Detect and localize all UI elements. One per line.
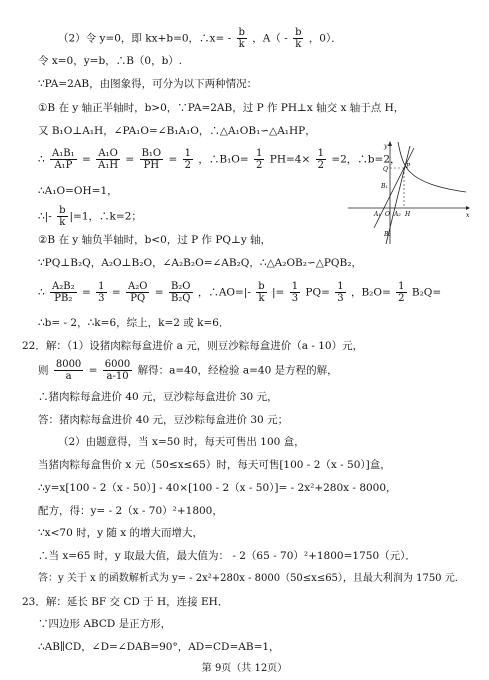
frac-num: 1 — [184, 148, 192, 159]
text-line: ∴猪肉粽每盒进价 40 元，豆沙粽每盒进价 30 元， — [38, 391, 278, 403]
fraction — [396, 281, 406, 304]
fraction — [256, 281, 266, 304]
frac-num: 1 — [291, 281, 299, 292]
frac-den: 2 — [184, 160, 192, 171]
line-text: = — [168, 153, 178, 166]
equation-line — [38, 359, 489, 382]
frac-num: 1 — [317, 148, 324, 159]
fraction — [57, 205, 67, 228]
frac-den: 2 — [256, 160, 263, 171]
line-text: = — [125, 153, 135, 166]
line-text: B₂Q= — [411, 286, 442, 299]
frac-den: PQ — [130, 293, 146, 304]
line-text: ∴ — [38, 286, 45, 299]
text-line: ∵PQ⊥B₂Q，A₂O⊥B₂O，∠A₂B₂O=∠AB₂Q，∴△A₂OB₂∽△PQB₂， — [38, 257, 362, 269]
frac-den: A₁H — [98, 160, 119, 171]
fraction — [126, 281, 149, 304]
line-text: = — [111, 286, 121, 299]
label-b2: B₂ — [384, 231, 391, 238]
text-line — [58, 27, 489, 50]
line-text: ，0）． — [308, 32, 342, 45]
label-a2: A₂ — [394, 211, 401, 218]
fraction — [290, 281, 300, 304]
line-text: 则 — [38, 364, 49, 377]
frac-num: 1 — [398, 281, 405, 292]
text-line: ∴b= - 2，∴k=6，综上，k=2 或 k=6． — [38, 317, 230, 329]
text-line: 答：猪肉粽每盒进价 40 元，豆沙粽每盒进价 30 元； — [38, 414, 289, 426]
frac-den: a-10 — [106, 371, 129, 382]
frac-den: 3 — [337, 293, 344, 304]
frac-num: B₁O — [141, 148, 162, 159]
text-line: ∴当 x=65 时，y 取最大值，最大值为： - 2（65 - 70）²+1800=1750（元）． — [38, 550, 416, 562]
text-line: ∵四边形 ABCD 是正方形， — [38, 618, 172, 630]
label-x: x — [466, 212, 470, 219]
frac-num: 1 — [337, 281, 344, 292]
label-a1: A₁ — [374, 211, 381, 218]
fraction — [50, 281, 77, 304]
y-axis-arrow-icon — [388, 141, 392, 146]
frac-den: k — [258, 293, 265, 304]
frac-den: k — [295, 39, 302, 50]
fraction — [103, 359, 132, 382]
label-h: H — [405, 211, 411, 218]
frac-num: A₂B₂ — [52, 281, 75, 292]
line-text: ，B₂O= — [350, 286, 391, 299]
line-text: = — [81, 286, 91, 299]
frac-den: A₁P — [54, 160, 73, 171]
frac-num: 1 — [98, 281, 105, 292]
line-text: （2）令 y=0，即 kx+b=0，∴x= - — [58, 32, 232, 45]
frac-num: 1 — [256, 148, 263, 159]
frac-den: 2 — [317, 160, 324, 171]
line-text: ，∴AO=|- — [197, 286, 251, 299]
frac-den: 3 — [291, 293, 299, 304]
line-text: ∴ — [38, 153, 45, 166]
frac-num: 6000 — [104, 359, 131, 370]
label-q: Q — [383, 166, 388, 173]
frac-den: k — [238, 39, 245, 50]
text-line: 配方，得：y= - 2（x - 70）²+1800， — [38, 505, 223, 517]
line-text: = — [88, 364, 98, 377]
fraction — [140, 148, 164, 171]
text-line: ∴A₁O=OH=1， — [38, 185, 118, 197]
frac-num: b — [238, 27, 245, 38]
line-text: ，A（ - — [252, 32, 288, 45]
frac-num: b — [59, 205, 66, 216]
frac-num: b — [295, 27, 302, 38]
frac-den: PH — [143, 160, 160, 171]
line-text: =2，∴b=2， — [331, 153, 401, 166]
fraction — [96, 281, 106, 304]
fraction — [169, 281, 193, 304]
text-line: 22．解：（1）设猪肉粽每盒进价 a 元，则豆沙粽每盒进价（a - 10）元， — [22, 340, 364, 352]
text-line: 当猪肉粽每盒售价 x 元（50≤x≤65）时，每天可售[100 - 2（x - 50）]盒， — [38, 459, 391, 471]
frac-den: PB₂ — [54, 293, 73, 304]
text-line: ∴y=x[100 - 2（x - 50）] - 40×[100 - 2（x - 50）]= - 2x²+280x - 8000， — [38, 482, 397, 494]
line-text: PQ= — [305, 286, 330, 299]
frac-num: b — [258, 281, 265, 292]
text-line: ②B 在 y 轴负半轴时，b<0，过 P 作 PQ⊥y 轴， — [38, 234, 272, 246]
fraction — [316, 148, 326, 171]
frac-num: A₂O — [128, 281, 148, 292]
fraction — [335, 281, 345, 304]
text-line: 又 B₁O⊥A₁H，∠PA₁O=∠B₁A₁O，∴△A₁OB₁∽△A₁HP， — [38, 125, 316, 137]
text-line: ∵x<70 时，y 随 x 的增大而增大， — [38, 527, 203, 539]
text-line: （2）由题意得，当 x=50 时，每天可售出 100 盒， — [58, 436, 305, 448]
frac-den: 3 — [98, 293, 105, 304]
fraction-line — [38, 281, 489, 304]
text-line: ①B 在 y 轴正半轴时，b>0，∵PA=2AB，过 P 作 PH⊥x 轴交 x 轴于点 H， — [38, 102, 405, 114]
frac-den: k — [59, 217, 66, 228]
line-text: ，∴B₁O= — [198, 153, 249, 166]
frac-num: A₁O — [98, 148, 118, 159]
text-line: ∴AB∥CD，∠D=∠DAB=90°，AD=CD=AB=1， — [38, 641, 280, 653]
frac-num: A₁B₁ — [52, 148, 75, 159]
line-text: 解得：a=40，经检验 a=40 是方程的解， — [137, 364, 338, 377]
label-o: O — [385, 211, 390, 218]
text-line: ∴|- $\frac{b}{k}$ |=1，∴k=2； — [38, 205, 142, 228]
coordinate-graph — [348, 138, 474, 246]
frac-den: a — [65, 371, 72, 382]
line-text: |= — [272, 286, 285, 299]
text-line: ∵PA=2AB，由图象得，可分为以下两种情况： — [38, 78, 258, 90]
fraction — [254, 148, 264, 171]
fraction — [96, 148, 120, 171]
line-text: PH=4× — [269, 153, 311, 166]
frac-num: B₂O — [170, 281, 191, 292]
frac-den: 2 — [398, 293, 405, 304]
frac-den: B₂Q — [170, 293, 191, 304]
fraction — [54, 359, 83, 382]
label-p: P — [406, 163, 411, 170]
fraction — [237, 27, 247, 50]
fraction — [293, 27, 303, 50]
x-axis-arrow-icon — [466, 206, 470, 210]
text-line: 23．解：延长 BF 交 CD 于 H，连接 EH． — [22, 596, 229, 608]
frac-num: 8000 — [55, 359, 82, 370]
line-text: = — [154, 286, 164, 299]
text-line: 令 x=0，y=b，∴B（0，b）. — [38, 55, 183, 67]
fraction — [183, 148, 193, 171]
label-b1: B₁ — [381, 183, 388, 190]
fraction — [50, 148, 77, 171]
text-line: 答：y 关于 x 的函数解析式为 y= - 2x²+280x - 8000（50≤x≤65），且最大利润为 1750 元． — [38, 573, 465, 584]
page-footer: 第 9页（共 12页） — [201, 663, 288, 674]
label-y: y — [384, 143, 388, 150]
line-text: = — [81, 153, 91, 166]
